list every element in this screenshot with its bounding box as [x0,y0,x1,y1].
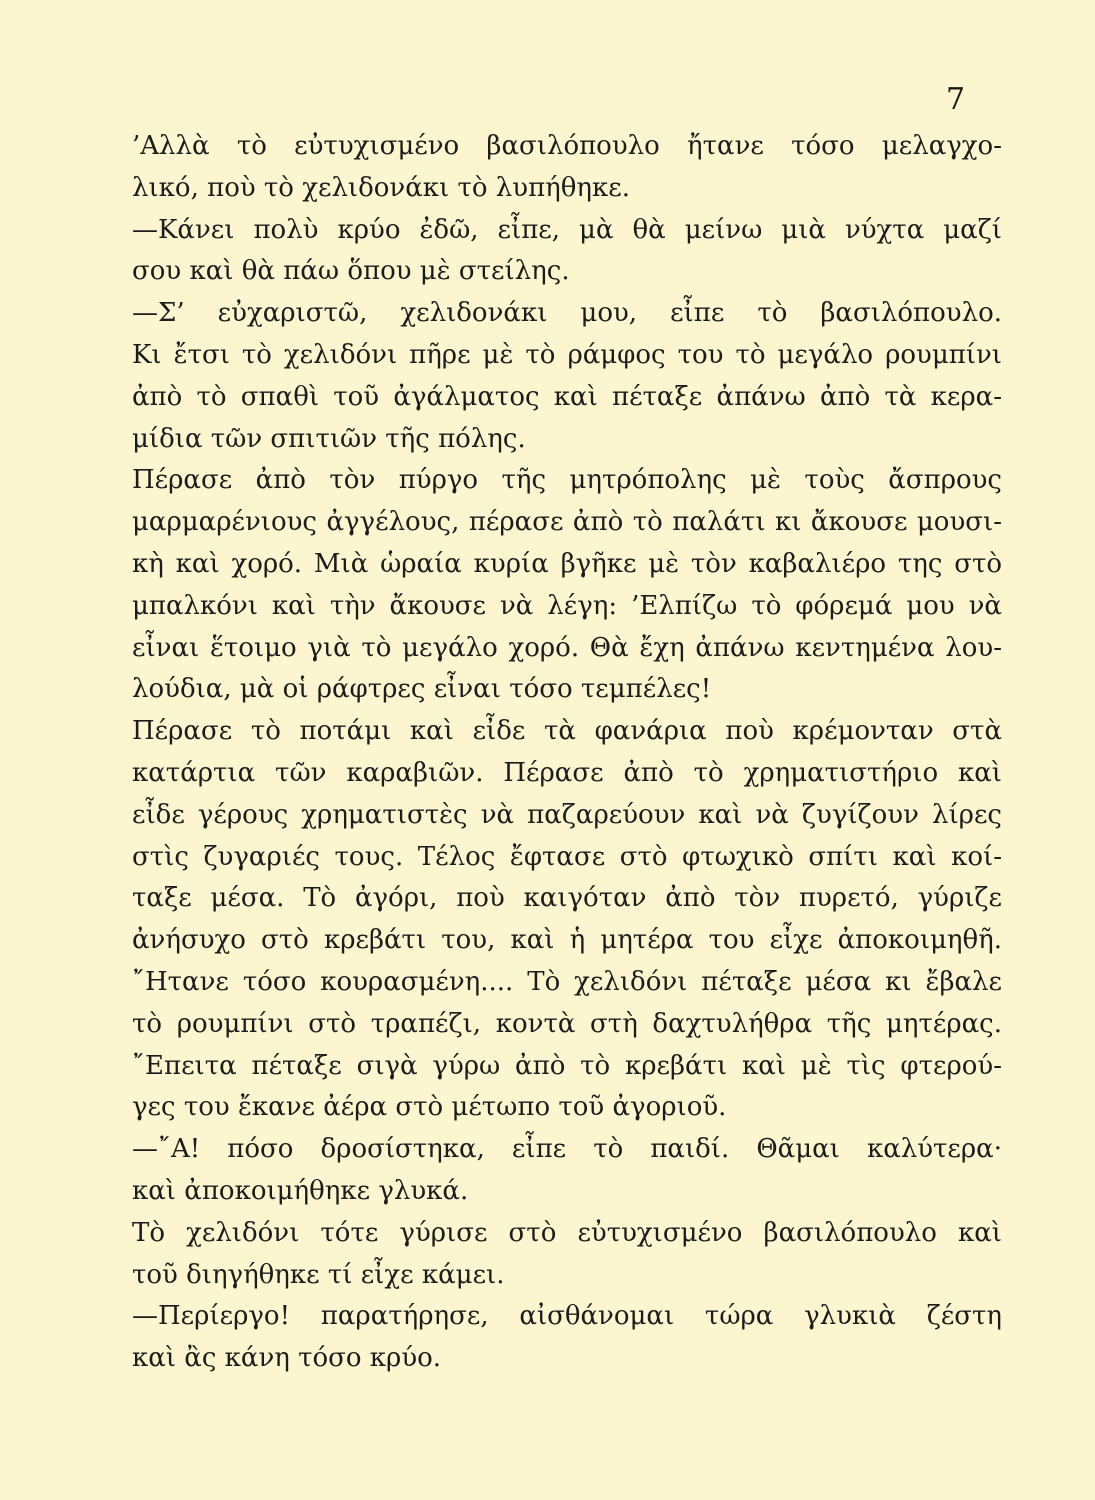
text-line: σου καὶ θὰ πάω ὅπου μὲ στείλης. [132,256,570,287]
text-line: καὶ ἀποκοιμήθηκε γλυκά. [132,1175,469,1206]
text-line: κατάρτια τῶν καραβιῶν. Πέρασε ἀπὸ τὸ χρηματιστήριο καὶ [132,757,1002,788]
text-line: —Σ’ εὐχαριστῶ, χελιδονάκι μου, εἶπε τὸ βασιλόπουλο. [132,298,1002,329]
text-line: τοῦ διηγήθηκε τί εἶχε κάμει. [132,1259,505,1290]
text-line: κὴ καὶ χορό. Μιὰ ὡραία κυρία βγῆκε μὲ τὸν καβαλιέρο της στὸ [132,548,1002,579]
text-line: καὶ ἂς κάνη τόσο κρύο. [132,1343,442,1374]
body-text [132,126,1002,1380]
text-line: ταξε μέσα. Τὸ ἀγόρι, ποὺ καιγόταν ἀπὸ τὸν πυρετό, γύριζε [132,883,1002,914]
text-line: Πέρασε τὸ ποτάμι καὶ εἶδε τὰ φανάρια ποὺ κρέμονταν στὰ [132,716,1002,747]
text-line: Τὸ χελιδόνι τότε γύρισε στὸ εὐτυχισμένο βασιλόπουλο καὶ [132,1217,1002,1248]
text-line: εἶδε γέρους χρηματιστὲς νὰ παζαρεύουν καὶ νὰ ζυγίζουν λίρες [132,799,1002,830]
text-line: μίδια τῶν σπιτιῶν τῆς πόλης. [132,423,526,454]
text-line: ῎Επειτα πέταξε σιγὰ γύρω ἀπὸ τὸ κρεβάτι καὶ μὲ τὶς φτερού- [132,1050,1002,1081]
text-line: μαρμαρένιους ἀγγέλους, πέρασε ἀπὸ τὸ παλάτι κι ἄκουσε μουσι- [132,507,1002,538]
text-line: —Κάνει πολὺ κρύο ἐδῶ, εἶπε, μὰ θὰ μείνω μιὰ νύχτα μαζί [132,214,1002,245]
text-line: λούδια, μὰ οἱ ράφτρες εἶναι τόσο τεμπέλες! [132,674,712,705]
text-line: εἶναι ἕτοιμο γιὰ τὸ μεγάλο χορό. Θὰ ἔχη ἀπάνω κεντημένα λου- [132,632,1002,663]
text-line: —Περίεργο! παρατήρησε, αἰσθάνομαι τώρα γλυκιὰ ζέστη [132,1301,1002,1332]
text-line: μπαλκόνι καὶ τὴν ἄκουσε νὰ λέγη: ’Ελπίζω τὸ φόρεμά μου νὰ [132,590,1002,621]
page-number: 7 [946,82,966,117]
text-line: ἀπὸ τὸ σπαθὶ τοῦ ἀγάλματος καὶ πέταξε ἀπάνω ἀπὸ τὰ κερα- [132,381,1002,412]
text-line: ῎Ητανε τόσο κουρασμένη.... Τὸ χελιδόνι πέταξε μέσα κι ἔβαλε [132,966,1002,997]
text-line: ’Αλλὰ τὸ εὐτυχισμένο βασιλόπουλο ἤτανε τόσο μελαγχο- [132,131,1002,161]
text-line: λικό, ποὺ τὸ χελιδονάκι τὸ λυπήθηκε. [132,172,630,203]
text-line: ἀνήσυχο στὸ κρεβάτι του, καὶ ἡ μητέρα του εἶχε ἀποκοιμηθῆ. [132,925,1002,956]
text-line: τὸ ρουμπίνι στὸ τραπέζι, κοντὰ στὴ δαχτυλήθρα τῆς μητέρας. [132,1008,1002,1039]
text-line: Κι ἔτσι τὸ χελιδόνι πῆρε μὲ τὸ ράμφος του τὸ μεγάλο ρουμπίνι [132,339,1002,370]
text-line: Πέρασε ἀπὸ τὸν πύργο τῆς μητρόπολης μὲ τοὺς ἄσπρους [132,465,1002,496]
text-line: γες του ἔκανε ἀέρα στὸ μέτωπο τοῦ ἀγοριοῦ. [132,1092,727,1123]
text-line: στὶς ζυγαριές τους. Τέλος ἔφτασε στὸ φτωχικὸ σπίτι καὶ κοί- [132,841,1002,872]
text-line: —῎Α! πόσο δροσίστηκα, εἶπε τὸ παιδί. Θᾶμαι καλύτερα· [132,1134,1002,1165]
